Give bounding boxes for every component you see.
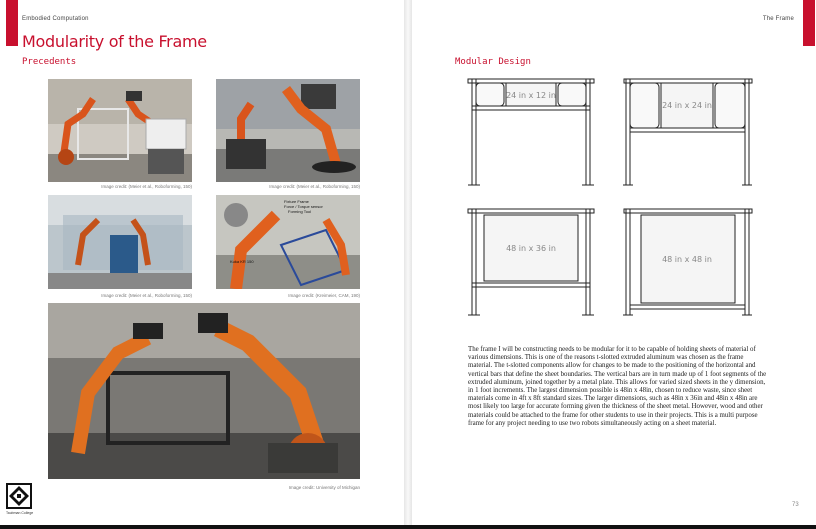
- credit-2: Image credit: (Meier et al., Roboforming, 150): [269, 184, 360, 189]
- credit-1: Image credit: (Meier et al., Roboforming, 150): [101, 184, 192, 189]
- robot-photo-4: [216, 195, 360, 289]
- left-red-tab: [6, 0, 18, 46]
- force-sensor-label: Force / Torque sensor: [284, 204, 323, 209]
- page-number: 73: [792, 502, 799, 508]
- frame-3-label: 48 in x 36 in: [506, 244, 556, 253]
- frame-1-label: 24 in x 12 in: [506, 91, 556, 100]
- modular-design-heading: Modular Design: [455, 57, 531, 67]
- frame-24x24: [623, 76, 753, 188]
- body-paragraph: The frame I will be constructing needs to be modular for it to be capable of holding sheets of material of various dimensions. This is one of the reasons t-slotted extruded aluminum was chosen as the frame material. The t-slotted components allow for changes to be made to the positioning of the horizontal and vertical bars that define the sheet boundaries. The vertical bars are in turn made up of 1 foot segments of the extruded aluminum, joined together by a metal plate. This allows for varied sized sheets in the y dimension, in 1 foot increments. The largest dimension possible is 48in x 48in, chosen to reduce waste, since sheet materials come in 4ft x 8ft standard sizes. The larger dimensions, such as 48in x 36in and 48in x 48in are most likely too large for accurate forming given the thickness of the sheet metal. However, wood and other materials could be attached to the frame for other students to use in their projects. This is a multi purpose frame for any project needing to use two robots simultaneously acting on a sheet material.: [468, 346, 767, 427]
- frame-24x12: [466, 76, 596, 188]
- credit-5: Image credit: University of Michigan: [288, 485, 360, 490]
- frame-4-label: 48 in x 48 in: [662, 255, 712, 264]
- robot-photo-1: [48, 79, 192, 182]
- page-gutter: [404, 0, 412, 529]
- robot-photo-2: [216, 79, 360, 182]
- right-red-tab: [803, 0, 815, 46]
- robot-photo-large: [48, 303, 360, 479]
- running-header-right: The Frame: [762, 16, 794, 22]
- page-title: Modularity of the Frame: [22, 32, 207, 51]
- frame-48x48: [623, 206, 753, 318]
- logo-text: Taubman College: [6, 511, 34, 515]
- taubman-logo: [6, 483, 32, 509]
- frame-2-label: 24 in x 24 in: [662, 101, 712, 110]
- robot-model-label: Kuka KR 150: [230, 259, 254, 264]
- credit-4: Image credit: (Kreimeier, CAM, 190): [288, 293, 360, 298]
- frame-48x36: [466, 206, 596, 318]
- forming-tool-label: Forming Tool: [288, 209, 312, 214]
- bottom-border: [0, 525, 816, 529]
- credit-3: Image credit: (Meier et al., Roboforming, 150): [101, 293, 192, 298]
- robot-photo-3: [48, 195, 192, 289]
- fixture-frame-label: Fixture Frame: [284, 199, 309, 204]
- precedents-heading: Precedents: [22, 57, 77, 67]
- running-header-left: Embodied Computation: [22, 16, 89, 22]
